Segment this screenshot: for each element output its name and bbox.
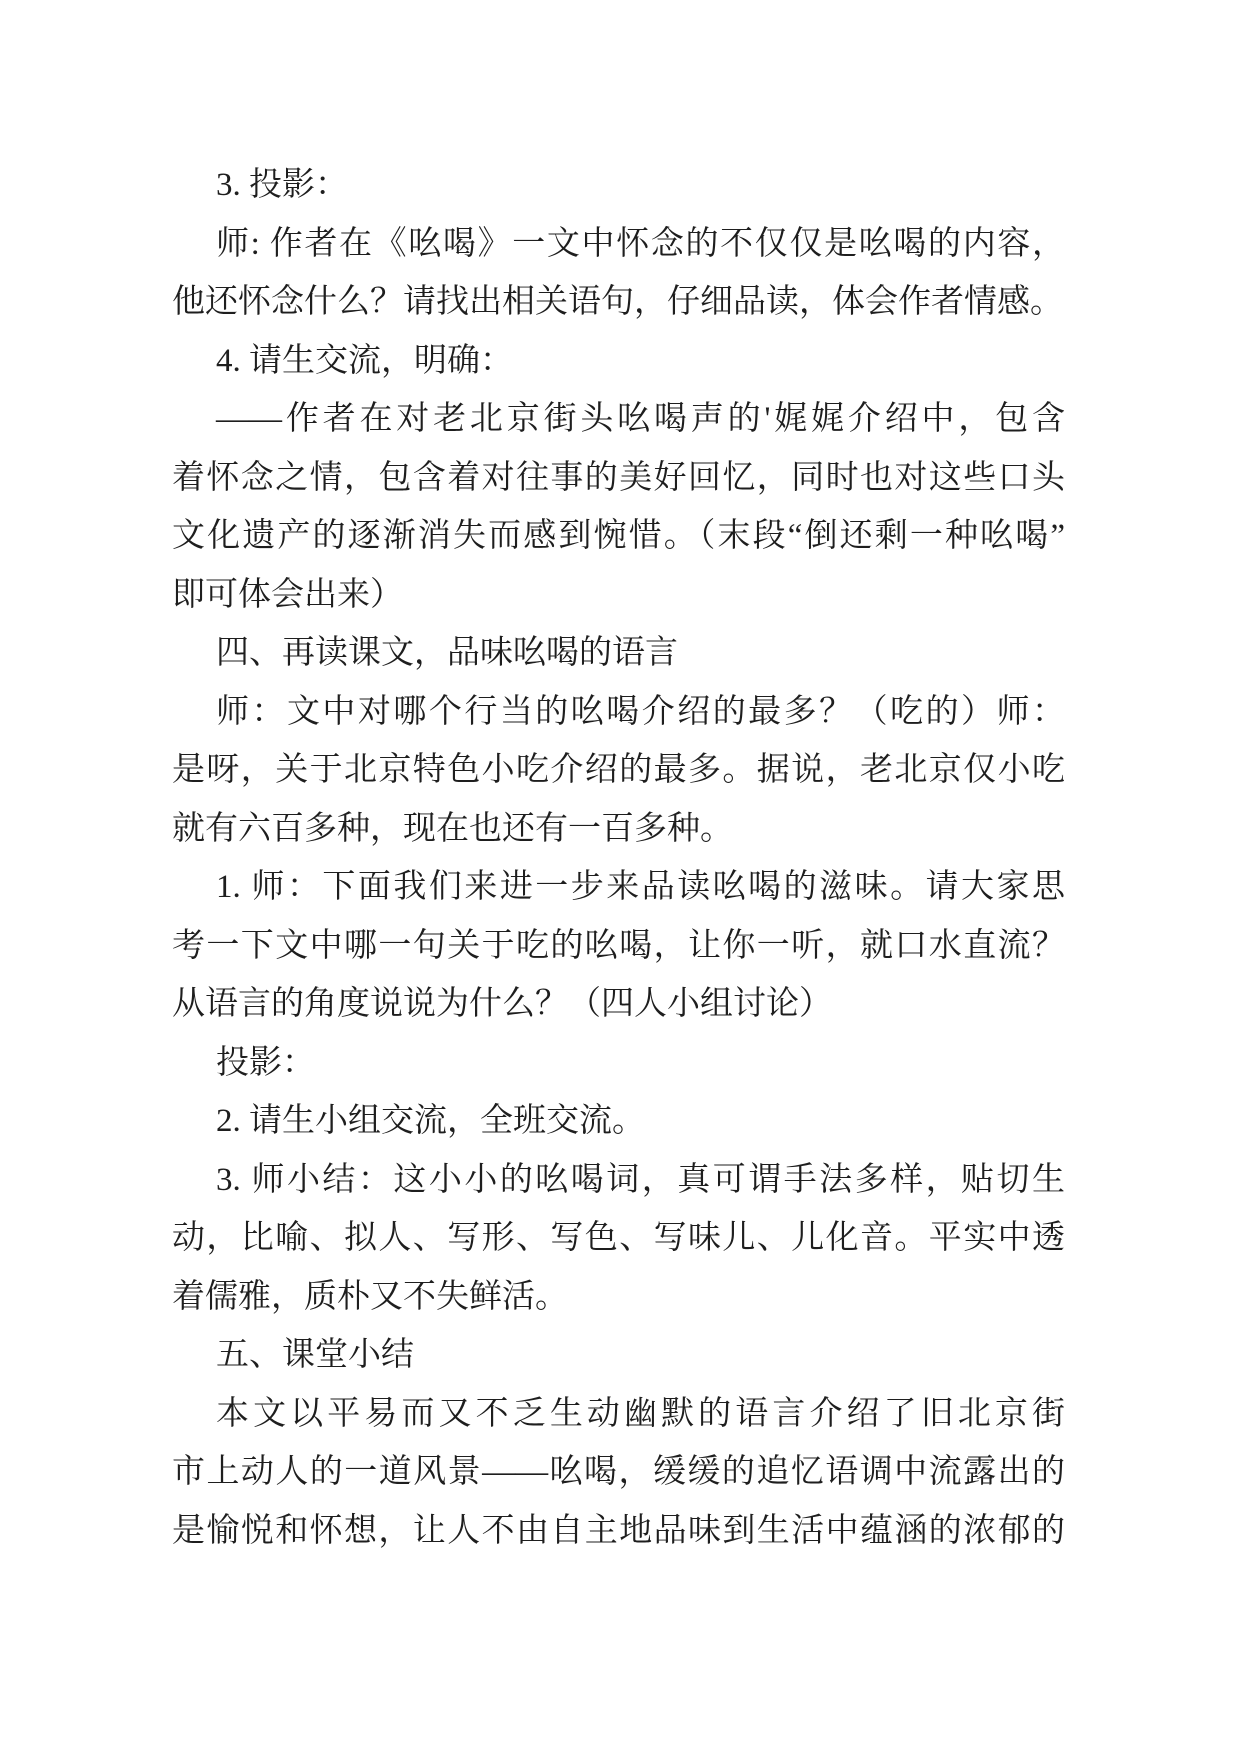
text-line: 动，比喻、拟人、写形、写色、写味儿、儿化音。平实中透 xyxy=(172,1220,1065,1256)
text-line: 考一下文中哪一句关于吃的吆喝，让你一听，就口水直流？ xyxy=(172,927,1065,964)
text-line: 3. 投影： xyxy=(216,167,348,203)
text-line: 五、课堂小结 xyxy=(216,1337,414,1373)
text-line: 4. 请生交流，明确： xyxy=(216,342,513,379)
text-line: 市上动人的一道风景——吆喝，缓缓的追忆语调中流露出的 xyxy=(172,1454,1065,1490)
text-line: 3. 师小结：这小小的吆喝词，真可谓手法多样，贴切生 xyxy=(216,1161,1065,1198)
text-line: 师: 作者在《吆喝》一文中怀念的不仅仅是吆喝的内容， xyxy=(216,225,1065,262)
text-line: 2. 请生小组交流，全班交流。 xyxy=(216,1103,645,1139)
text-line: 师：文中对哪个行当的吆喝介绍的最多？（吃的）师： xyxy=(216,693,1065,730)
text-line: 着儒雅，质朴又不失鲜活。 xyxy=(172,1278,568,1315)
text-line: 四、再读课文，品味吆喝的语言 xyxy=(216,635,678,671)
text-line: 从语言的角度说说为什么？（四人小组讨论） xyxy=(172,986,832,1022)
text-line: 本文以平易而又不乏生动幽默的语言介绍了旧北京街 xyxy=(216,1395,1065,1432)
text-line: 是呀，关于北京特色小吃介绍的最多。据说，老北京仅小吃 xyxy=(172,752,1065,788)
text-line: 1. 师：下面我们来进一步来品读吆喝的滋味。请大家思 xyxy=(216,869,1065,905)
text-line: 他还怀念什么？请找出相关语句，仔细品读，体会作者情感。 xyxy=(172,284,1063,320)
text-line: 即可体会出来） xyxy=(172,576,403,613)
text-line: 是愉悦和怀想，让人不由自主地品味到生活中蕴涵的浓郁的 xyxy=(172,1512,1065,1549)
text-line: 就有六百多种，现在也还有一百多种。 xyxy=(172,810,733,847)
document-body xyxy=(172,156,1065,1560)
text-line: 文化遗产的逐渐消失而感到惋惜。（末段“倒还剩一种吆喝” xyxy=(172,518,1065,554)
text-line: 着怀念之情，包含着对往事的美好回忆，同时也对这些口头 xyxy=(172,459,1065,496)
text-line: ——作者在对老北京街头吆喝声的'娓娓介绍中，包含 xyxy=(216,401,1065,437)
text-line: 投影： xyxy=(216,1044,315,1081)
